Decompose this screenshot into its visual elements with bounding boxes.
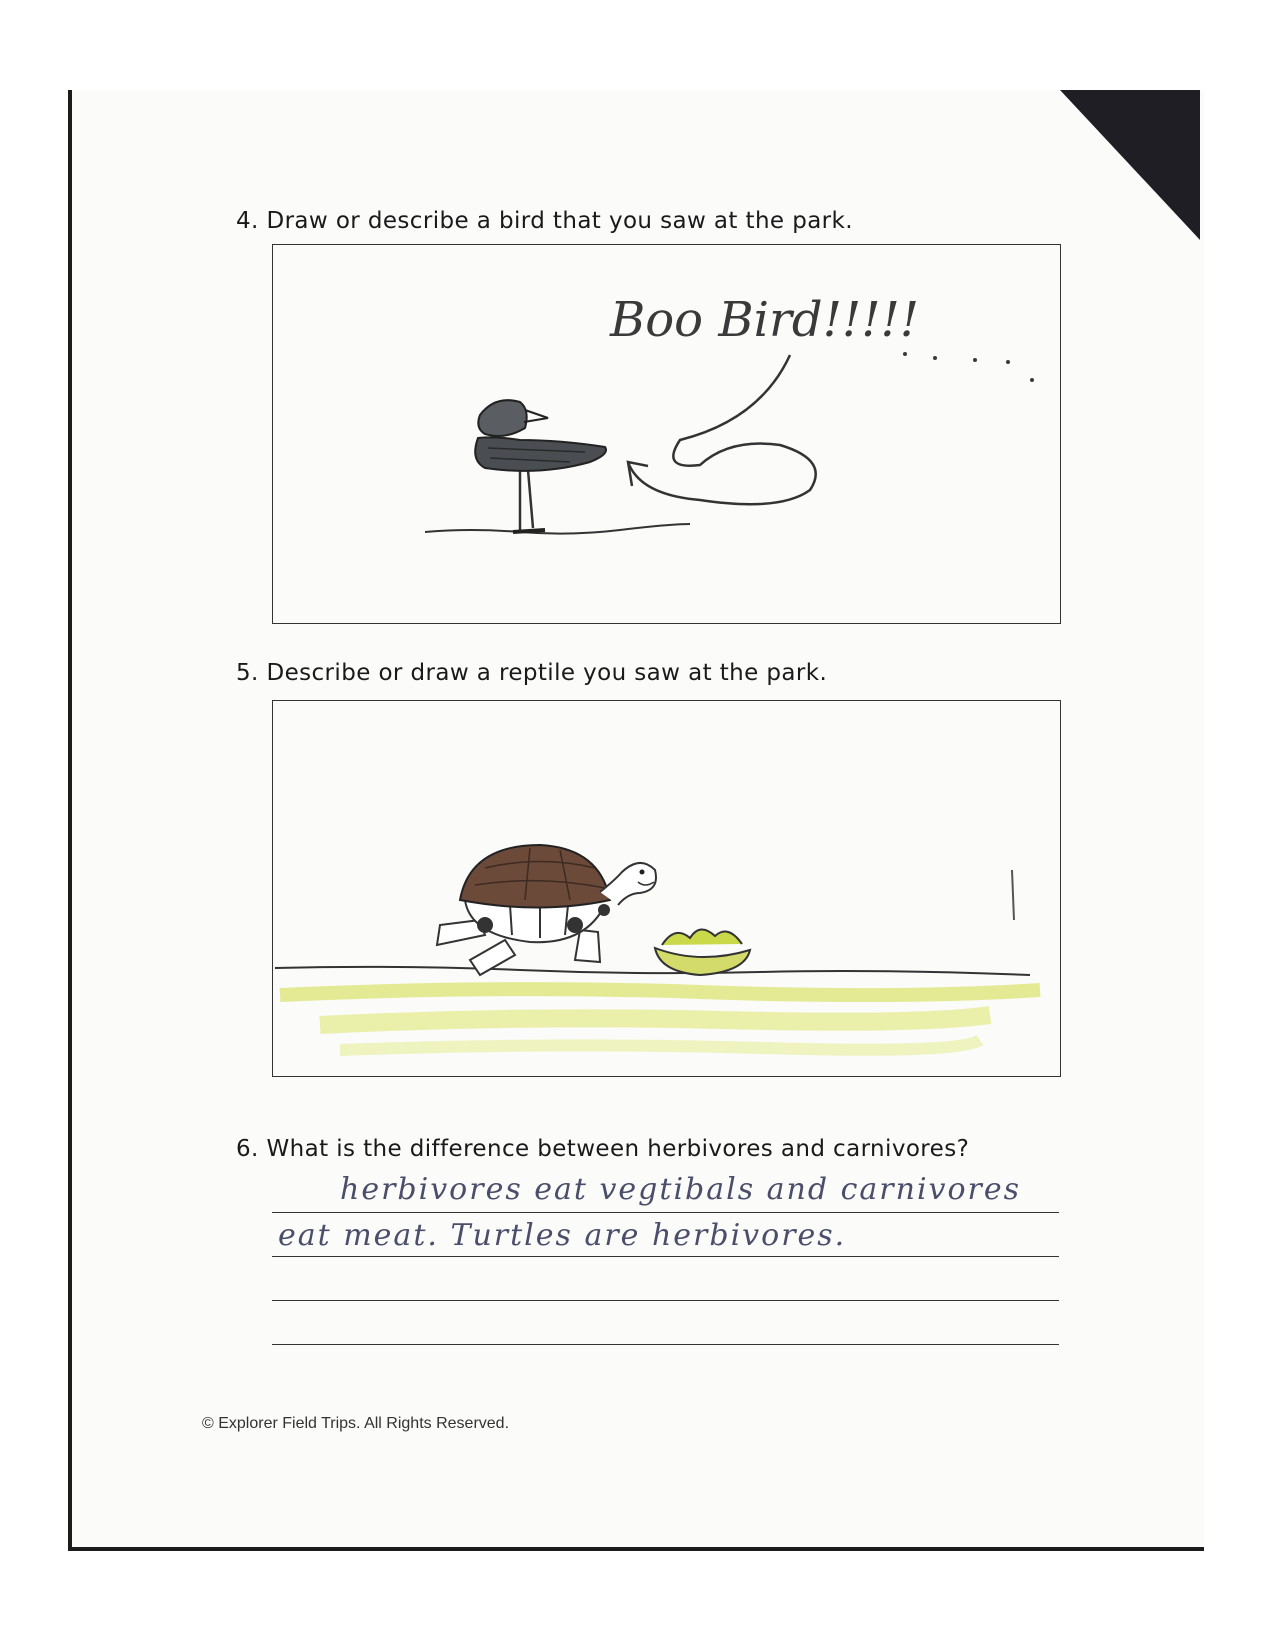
question-6-prompt: 6. What is the difference between herbivores and carnivores?: [236, 1136, 970, 1162]
answer-line-2: [272, 1256, 1059, 1257]
answer-text-line-2[interactable]: eat meat. Turtles are herbivores.: [278, 1218, 847, 1253]
answer-line-1: [272, 1212, 1059, 1213]
copyright-footer: © Explorer Field Trips. All Rights Reserved.: [202, 1415, 510, 1432]
answer-line-3: [272, 1300, 1059, 1301]
question-4-handwriting: Boo Bird!!!!!: [610, 292, 920, 348]
question-4-prompt: 4. Draw or describe a bird that you saw at the park.: [236, 208, 853, 234]
answer-text-line-1[interactable]: herbivores eat vegtibals and carnivores: [340, 1172, 1022, 1207]
answer-line-4: [272, 1344, 1059, 1345]
question-5-prompt: 5. Describe or draw a reptile you saw at the park.: [236, 660, 828, 686]
